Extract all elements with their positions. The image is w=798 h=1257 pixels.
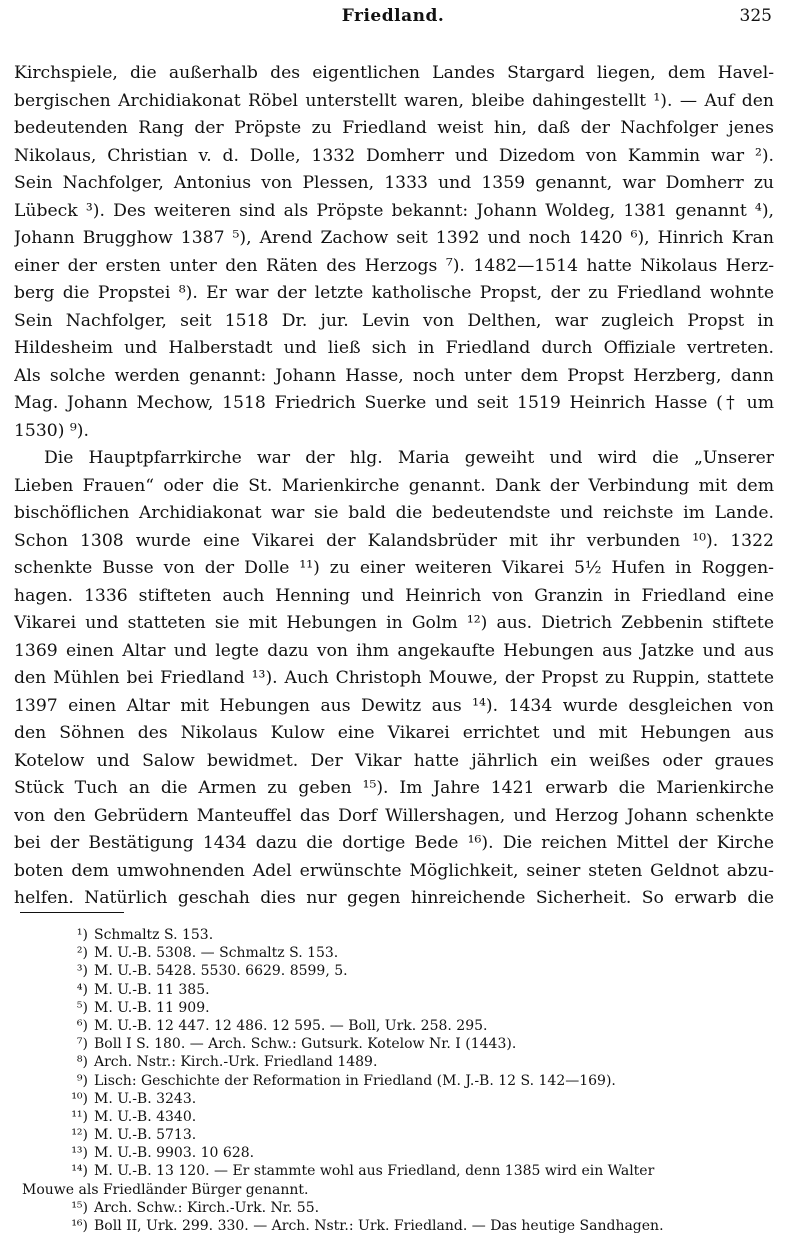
footnote-text: M. U.-B. 5428. 5530. 6629. 8599, 5. bbox=[94, 963, 348, 980]
footnote-text: Arch. Nstr.: Kirch.-Urk. Friedland 1489. bbox=[94, 1054, 378, 1071]
footnote-text: Boll I S. 180. — Arch. Schw.: Gutsurk. Kotelow Nr. I (1443). bbox=[94, 1036, 517, 1053]
footnote bbox=[14, 999, 784, 1017]
text-line: 1530) ⁹). bbox=[14, 420, 89, 441]
text-line: berg die Propstei ⁸). Er war der letzte katholische Propst, der zu Friedland wohnte bbox=[14, 283, 774, 303]
text-line: Sein Nachfolger, Antonius von Plessen, 1333 und 1359 genannt, war Domherr zu bbox=[14, 173, 774, 193]
text-line: Lübeck ³). Des weiteren sind als Pröpste bekannt: Johann Woldeg, 1381 genannt ⁴), bbox=[14, 200, 774, 221]
footnote bbox=[14, 1144, 784, 1162]
footnote bbox=[14, 1199, 784, 1217]
text-line: Mag. Johann Mechow, 1518 Friedrich Suerke und seit 1519 Heinrich Hasse († um bbox=[14, 393, 774, 413]
footnote-text: M. U.-B. 5713. bbox=[94, 1127, 197, 1144]
footnote-number: ¹⁰) bbox=[71, 1090, 88, 1107]
footnote-text: M. U.-B. 11 909. bbox=[94, 999, 210, 1016]
text-line: schenkte Busse von der Dolle ¹¹) zu einer weiteren Vikarei 5½ Hufen in Roggen- bbox=[14, 558, 774, 578]
footnote bbox=[14, 1108, 784, 1126]
text-line: bergischen Archidiakonat Röbel unterstellt waren, bleibe dahingestellt ¹). — Auf den bbox=[14, 90, 774, 111]
footnote-number: ³) bbox=[76, 963, 88, 980]
running-head bbox=[14, 6, 772, 30]
text-line: Hildesheim und Halberstadt und ließ sich in Friedland durch Offiziale vertreten. bbox=[14, 338, 774, 358]
footnote-separator bbox=[20, 912, 124, 913]
text-line: Kirchspiele, die außerhalb des eigentlichen Landes Stargard liegen, dem Havel- bbox=[14, 63, 774, 83]
text-line: Kotelow und Salow bewidmet. Der Vikar hatte jährlich ein weißes oder graues bbox=[14, 750, 774, 771]
footnote-number: ¹³) bbox=[71, 1145, 88, 1162]
footnote-number: ⁸) bbox=[76, 1054, 88, 1071]
running-title: Friedland. bbox=[341, 6, 445, 26]
footnote-number: ¹) bbox=[76, 927, 88, 943]
footnote-text: M. U.-B. 4340. bbox=[94, 1108, 197, 1125]
text-line: Die Hauptpfarrkirche war der hlg. Maria geweiht und wird die „Unserer bbox=[44, 448, 774, 468]
footnote-text: M. U.-B. 11 385. bbox=[94, 981, 210, 998]
footnote bbox=[14, 1126, 784, 1144]
footnote bbox=[14, 981, 784, 999]
footnote-text: M. U.-B. 9903. 10 628. bbox=[94, 1145, 255, 1162]
text-line: Sein Nachfolger, seit 1518 Dr. jur. Levin von Delthen, war zugleich Propst in bbox=[14, 310, 774, 331]
text-line: Schon 1308 wurde eine Vikarei der Kalandsbrüder mit ihr verbunden ¹⁰). 1322 bbox=[14, 530, 774, 551]
footnote-text: Mouwe als Friedländer Bürger genannt. bbox=[22, 1181, 309, 1198]
footnote-number: ¹¹) bbox=[71, 1108, 88, 1125]
footnote bbox=[14, 1053, 784, 1071]
footnote-text: M. U.-B. 12 447. 12 486. 12 595. — Boll, Urk. 258. 295. bbox=[94, 1017, 488, 1034]
text-line: 1397 einen Altar mit Hebungen aus Dewitz aus ¹⁴). 1434 wurde desgleichen von bbox=[14, 695, 774, 716]
text-line: Johann Brugghow 1387 ⁵), Arend Zachow seit 1392 und noch 1420 ⁶), Hinrich Kran bbox=[14, 228, 774, 248]
text-line: hagen. 1336 stifteten auch Henning und Heinrich von Granzin in Friedland eine bbox=[14, 585, 774, 606]
footnote-text: M. U.-B. 5308. — Schmaltz S. 153. bbox=[94, 945, 339, 962]
page-number: 325 bbox=[739, 6, 772, 26]
text-line: von den Gebrüdern Manteuffel das Dorf Willershagen, und Herzog Johann schenkte bbox=[14, 805, 774, 826]
body-text bbox=[14, 60, 774, 913]
text-line: Lieben Frauen“ oder die St. Marienkirche genannt. Dank der Verbindung mit dem bbox=[14, 475, 774, 496]
footnote bbox=[14, 1217, 784, 1235]
text-line: helfen. Natürlich geschah dies nur gegen hinreichende Sicherheit. So erwarb die bbox=[14, 888, 774, 908]
text-line: einer der ersten unter den Räten des Herzogs ⁷). 1482—1514 hatte Nikolaus Herz- bbox=[14, 255, 774, 276]
footnote-text: Arch. Schw.: Kirch.-Urk. Nr. 55. bbox=[94, 1199, 320, 1216]
text-line: Stück Tuch an die Armen zu geben ¹⁵). Im Jahre 1421 erwarb die Marienkirche bbox=[14, 778, 774, 798]
text-line: 1369 einen Altar und legte dazu von ihm angekaufte Hebungen aus Jatzke und aus bbox=[14, 640, 774, 661]
footnote-number: ⁵) bbox=[76, 999, 88, 1016]
footnote bbox=[14, 1035, 784, 1053]
footnotes bbox=[14, 926, 784, 1235]
text-line: boten dem umwohnenden Adel erwünschte Möglichkeit, seiner steten Geldnot abzu- bbox=[14, 860, 774, 881]
footnote bbox=[14, 944, 784, 962]
footnote-number: ⁶) bbox=[76, 1017, 88, 1034]
footnote-number: ⁹) bbox=[76, 1072, 88, 1089]
footnote bbox=[14, 1072, 784, 1090]
text-line: Vikarei und statteten sie mit Hebungen in Golm ¹²) aus. Dietrich Zebbenin stiftete bbox=[14, 613, 774, 633]
footnote-number: ⁷) bbox=[76, 1036, 88, 1053]
text-line: bei der Bestätigung 1434 dazu die dortige Bede ¹⁶). Die reichen Mittel der Kirche bbox=[14, 833, 774, 853]
footnote-number: ¹⁵) bbox=[71, 1199, 88, 1216]
footnote-number: ¹⁴) bbox=[71, 1163, 88, 1180]
footnote bbox=[14, 926, 784, 944]
footnote-number: ¹⁶) bbox=[71, 1218, 88, 1234]
footnote-number: ⁴) bbox=[76, 981, 88, 998]
footnote-continuation bbox=[14, 1181, 784, 1199]
footnote bbox=[14, 1017, 784, 1035]
footnote-number: ²) bbox=[76, 945, 88, 962]
footnote-text: Schmaltz S. 153. bbox=[94, 927, 214, 943]
text-line: Nikolaus, Christian v. d. Dolle, 1332 Domherr und Dizedom von Kammin war ²). bbox=[14, 145, 774, 166]
footnote-number: ¹²) bbox=[71, 1127, 88, 1144]
footnote bbox=[14, 1162, 784, 1180]
footnote-text: M. U.-B. 3243. bbox=[94, 1090, 197, 1107]
footnote-text: Boll II, Urk. 299. 330. — Arch. Nstr.: Urk. Friedland. — Das heutige Sandhagen. bbox=[94, 1218, 664, 1234]
footnote bbox=[14, 962, 784, 980]
text-line: den Mühlen bei Friedland ¹³). Auch Christoph Mouwe, der Propst zu Ruppin, stattete bbox=[14, 668, 774, 688]
footnote-text: M. U.-B. 13 120. — Er stammte wohl aus Friedland, denn 1385 wird ein Walter bbox=[94, 1163, 655, 1180]
text-line: den Söhnen des Nikolaus Kulow eine Vikarei errichtet und mit Hebungen aus bbox=[14, 723, 774, 743]
footnote bbox=[14, 1090, 784, 1108]
text-line: Als solche werden genannt: Johann Hasse, noch unter dem Propst Herzberg, dann bbox=[14, 365, 774, 386]
footnote-text: Lisch: Geschichte der Reformation in Friedland (M. J.-B. 12 S. 142—169). bbox=[94, 1072, 616, 1089]
text-line: bischöflichen Archidiakonat war sie bald die bedeutendste und reichste im Lande. bbox=[14, 503, 774, 523]
text-line: bedeutenden Rang der Pröpste zu Friedland weist hin, daß der Nachfolger jenes bbox=[14, 118, 774, 138]
